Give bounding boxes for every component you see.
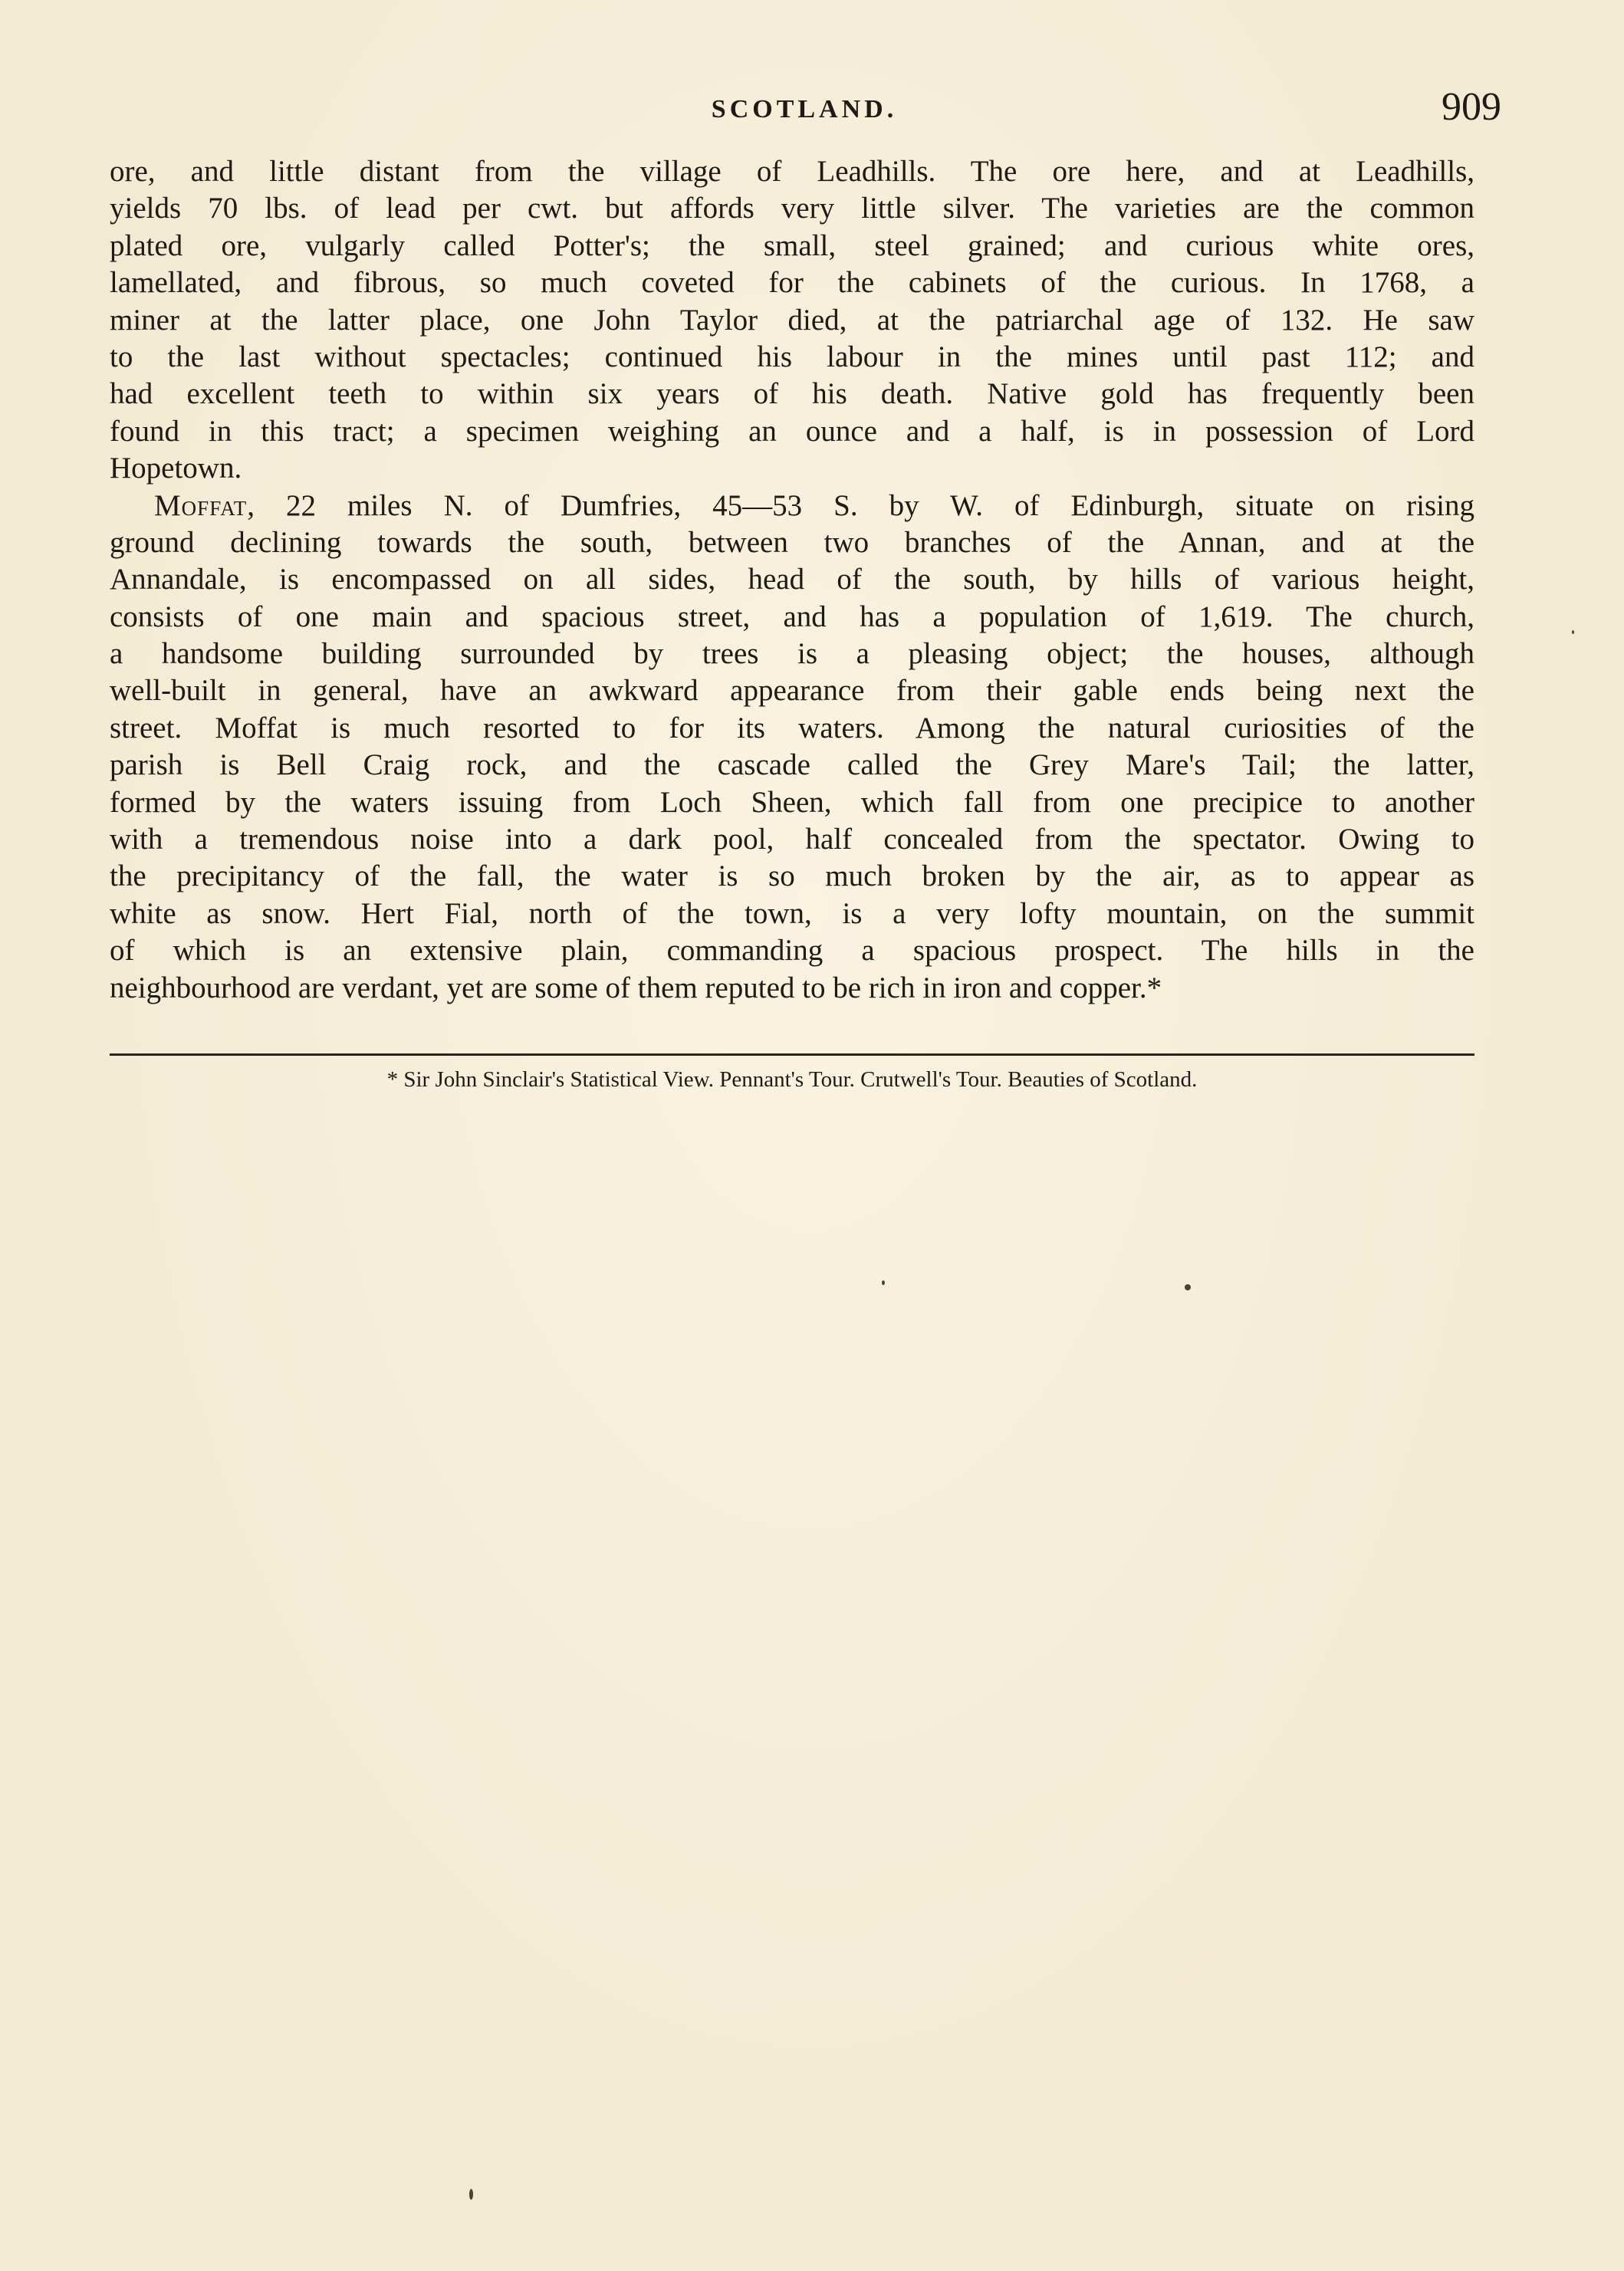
text-line: ground declining towards the south, between two branches of the Annan, and at the: [110, 525, 1474, 559]
text-line: had excellent teeth to within six years of his death. Native gold has frequently been: [110, 377, 1474, 411]
footnote: * Sir John Sinclair's Statistical View. Pennant's Tour. Crutwell's Tour. Beauties of Scotland.: [386, 1067, 1198, 1092]
text-line: street. Moffat is much resorted to for its waters. Among the natural curiosities of the: [110, 711, 1474, 744]
text-line: parish is Bell Craig rock, and the cascade called the Grey Mare's Tail; the latter,: [110, 748, 1474, 782]
text-line: Hopetown.: [110, 452, 242, 485]
text-line: of which is an extensive plain, commanding a spacious prospect. The hills in the: [110, 934, 1474, 968]
text-line: the precipitancy of the fall, the water is so much broken by the air, as to appear as: [110, 859, 1474, 893]
footnote-divider: [110, 1053, 1474, 1056]
paper-speck: [1185, 1284, 1191, 1290]
text-line: white as snow. Hert Fial, north of the town, is a very lofty mountain, on the summit: [110, 896, 1474, 930]
text-line: consists of one main and spacious street, and has a population of 1,619. The church,: [110, 600, 1474, 633]
body-text: [110, 153, 1474, 1007]
text-line: well-built in general, have an awkward appearance from their gable ends being next the: [110, 674, 1474, 708]
text-line: miner at the latter place, one John Taylor died, at the patriarchal age of 132. He saw: [110, 303, 1474, 337]
text-line: formed by the waters issuing from Loch Sheen, which fall from one precipice to another: [110, 785, 1474, 819]
moffat-first-line-rest: , 22 miles N. of Dumfries, 45—53 S. by W. of Edinburgh, situate on rising: [247, 488, 1474, 522]
page-number: 909: [1442, 85, 1501, 129]
running-header: [107, 84, 1501, 138]
text-line: with a tremendous noise into a dark pool, half concealed from the spectator. Owing to: [110, 823, 1474, 856]
text-line: neighbourhood are verdant, yet are some of them reputed to be rich in iron and copper.*: [110, 971, 1162, 1004]
paper-speck: [882, 1280, 885, 1285]
text-line: ore, and little distant from the village of Leadhills. The ore here, and at Leadhills,: [110, 155, 1474, 188]
paper-speck: [469, 2189, 473, 2200]
running-title: SCOTLAND.: [711, 95, 898, 123]
text-line: found in this tract; a specimen weighing an ounce and a half, is in possession of Lord: [110, 414, 1474, 448]
text-line: to the last without spectacles; continued his labour in the mines until past 112; and: [110, 340, 1474, 373]
text-line: plated ore, vulgarly called Potter's; the small, steel grained; and curious white ores,: [110, 228, 1474, 262]
text-line: lamellated, and fibrous, so much coveted for the cabinets of the curious. In 1768, a: [110, 266, 1474, 300]
moffat-lead-word: Moffat: [154, 488, 248, 522]
text-line: a handsome building surrounded by trees is a pleasing object; the houses, although: [110, 637, 1474, 671]
text-line: Annandale, is encompassed on all sides, head of the south, by hills of various height,: [110, 563, 1474, 597]
paper-speck: [1572, 630, 1574, 634]
text-line: yields 70 lbs. of lead per cwt. but affords very little silver. The varieties are the common: [110, 192, 1474, 225]
paragraph-first-line: [110, 488, 1474, 524]
